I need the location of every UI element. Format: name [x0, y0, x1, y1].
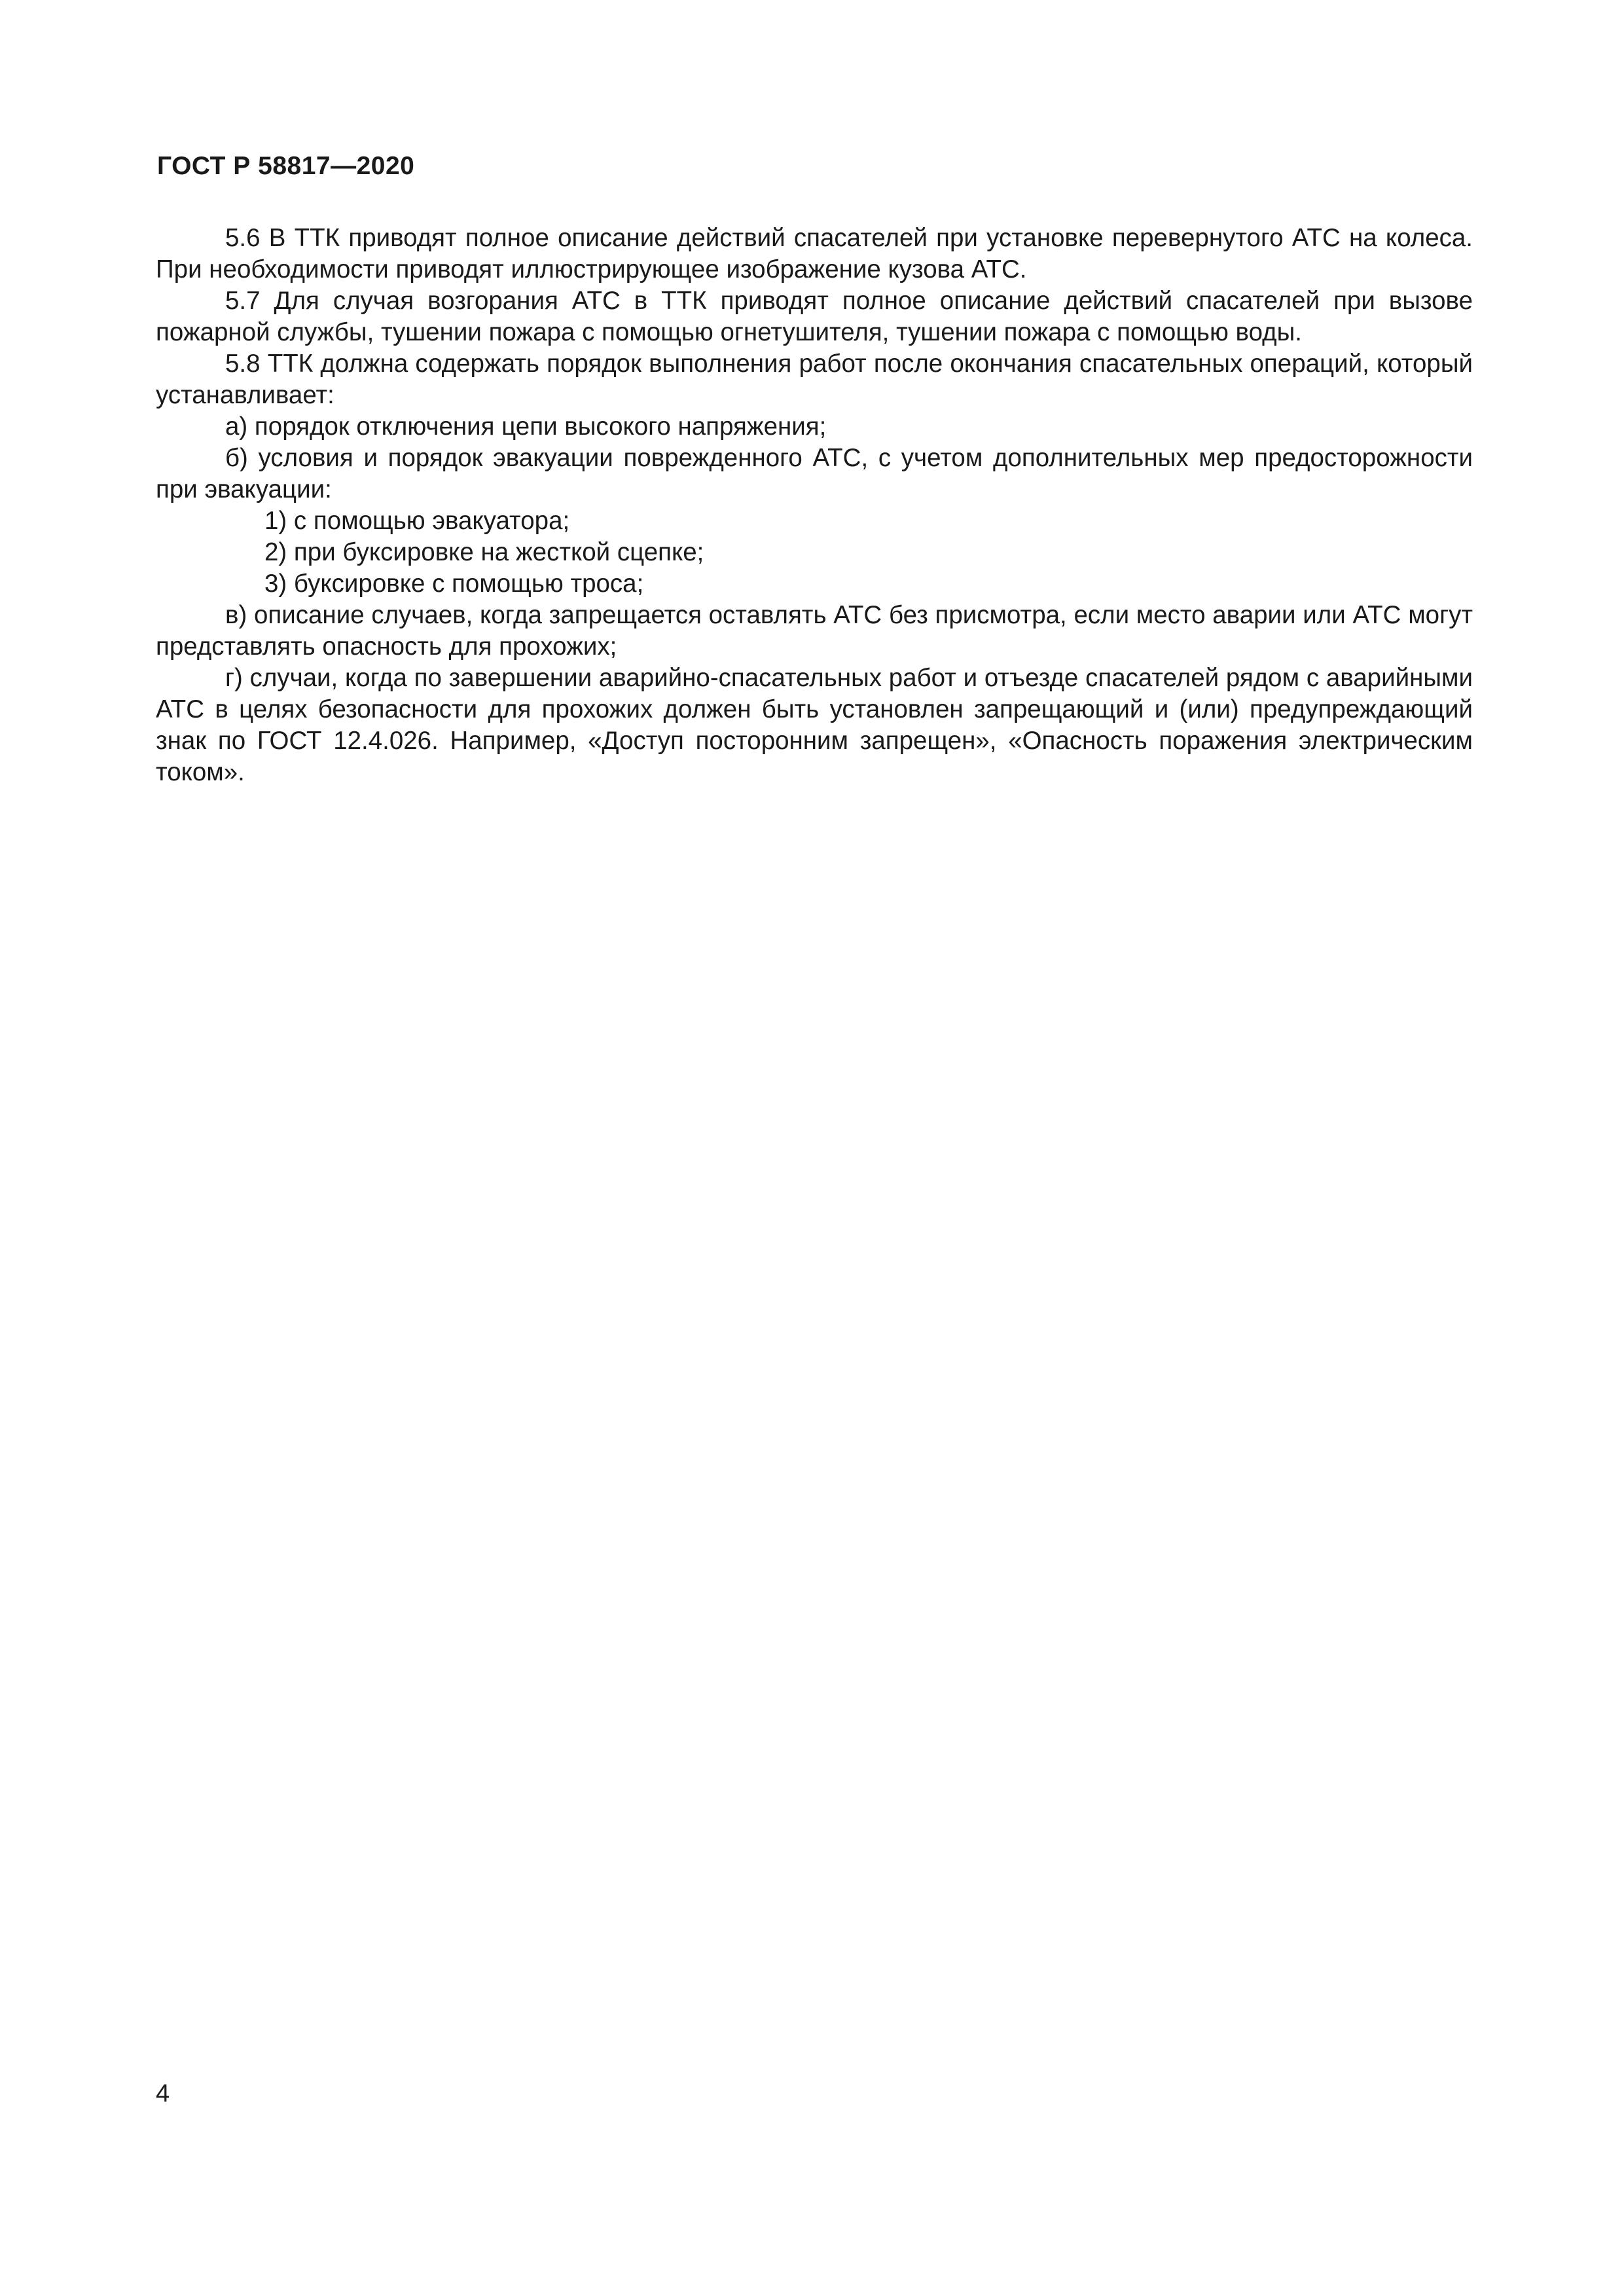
document-header: ГОСТ Р 58817—2020	[157, 152, 415, 180]
paragraph-5-8: 5.8 ТТК должна содержать порядок выполнения работ после окончания спасательных операций, который устанавливает:	[156, 350, 1473, 409]
list-item-v: в) описание случаев, когда запрещается оставлять АТС без присмотра, если место аварии или АТС могут представлять опасность для прохожих;	[156, 601, 1473, 661]
document-body	[156, 223, 1473, 788]
list-item-b: б) условия и порядок эвакуации поврежденного АТС, с учетом дополнительных мер предосторожности при эвакуации:	[156, 444, 1473, 503]
sub-item-3: 3) буксировке с помощью троса;	[264, 570, 644, 598]
page-number: 4	[156, 2080, 170, 2107]
list-item-a: а) порядок отключения цепи высокого напряжения;	[225, 412, 827, 441]
sub-item-2: 2) при буксировке на жесткой сцепке;	[264, 538, 704, 566]
paragraph-5-7: 5.7 Для случая возгорания АТС в ТТК приводят полное описание действий спасателей при вызове пожарной службы, тушении пожара с помощью огнетушителя, тушении пожара с помощью воды.	[156, 287, 1473, 346]
sub-item-1: 1) с помощью эвакуатора;	[264, 507, 570, 535]
list-item-g: г) случаи, когда по завершении аварийно-спасательных работ и отъезде спасателей рядом с аварийными АТС в целях безопасности для прохожих должен быть установлен запрещающий и (или) предупреждающий знак по ГОСТ 12.4.026. Например, «Доступ посторонним запрещен», «Опасность поражения электрическим током».	[156, 664, 1473, 786]
paragraph-5-6: 5.6 В ТТК приводят полное описание действий спасателей при установке перевернутого АТС на колеса. При необходимости приводят иллюстрирующее изображение кузова АТС.	[156, 224, 1473, 283]
